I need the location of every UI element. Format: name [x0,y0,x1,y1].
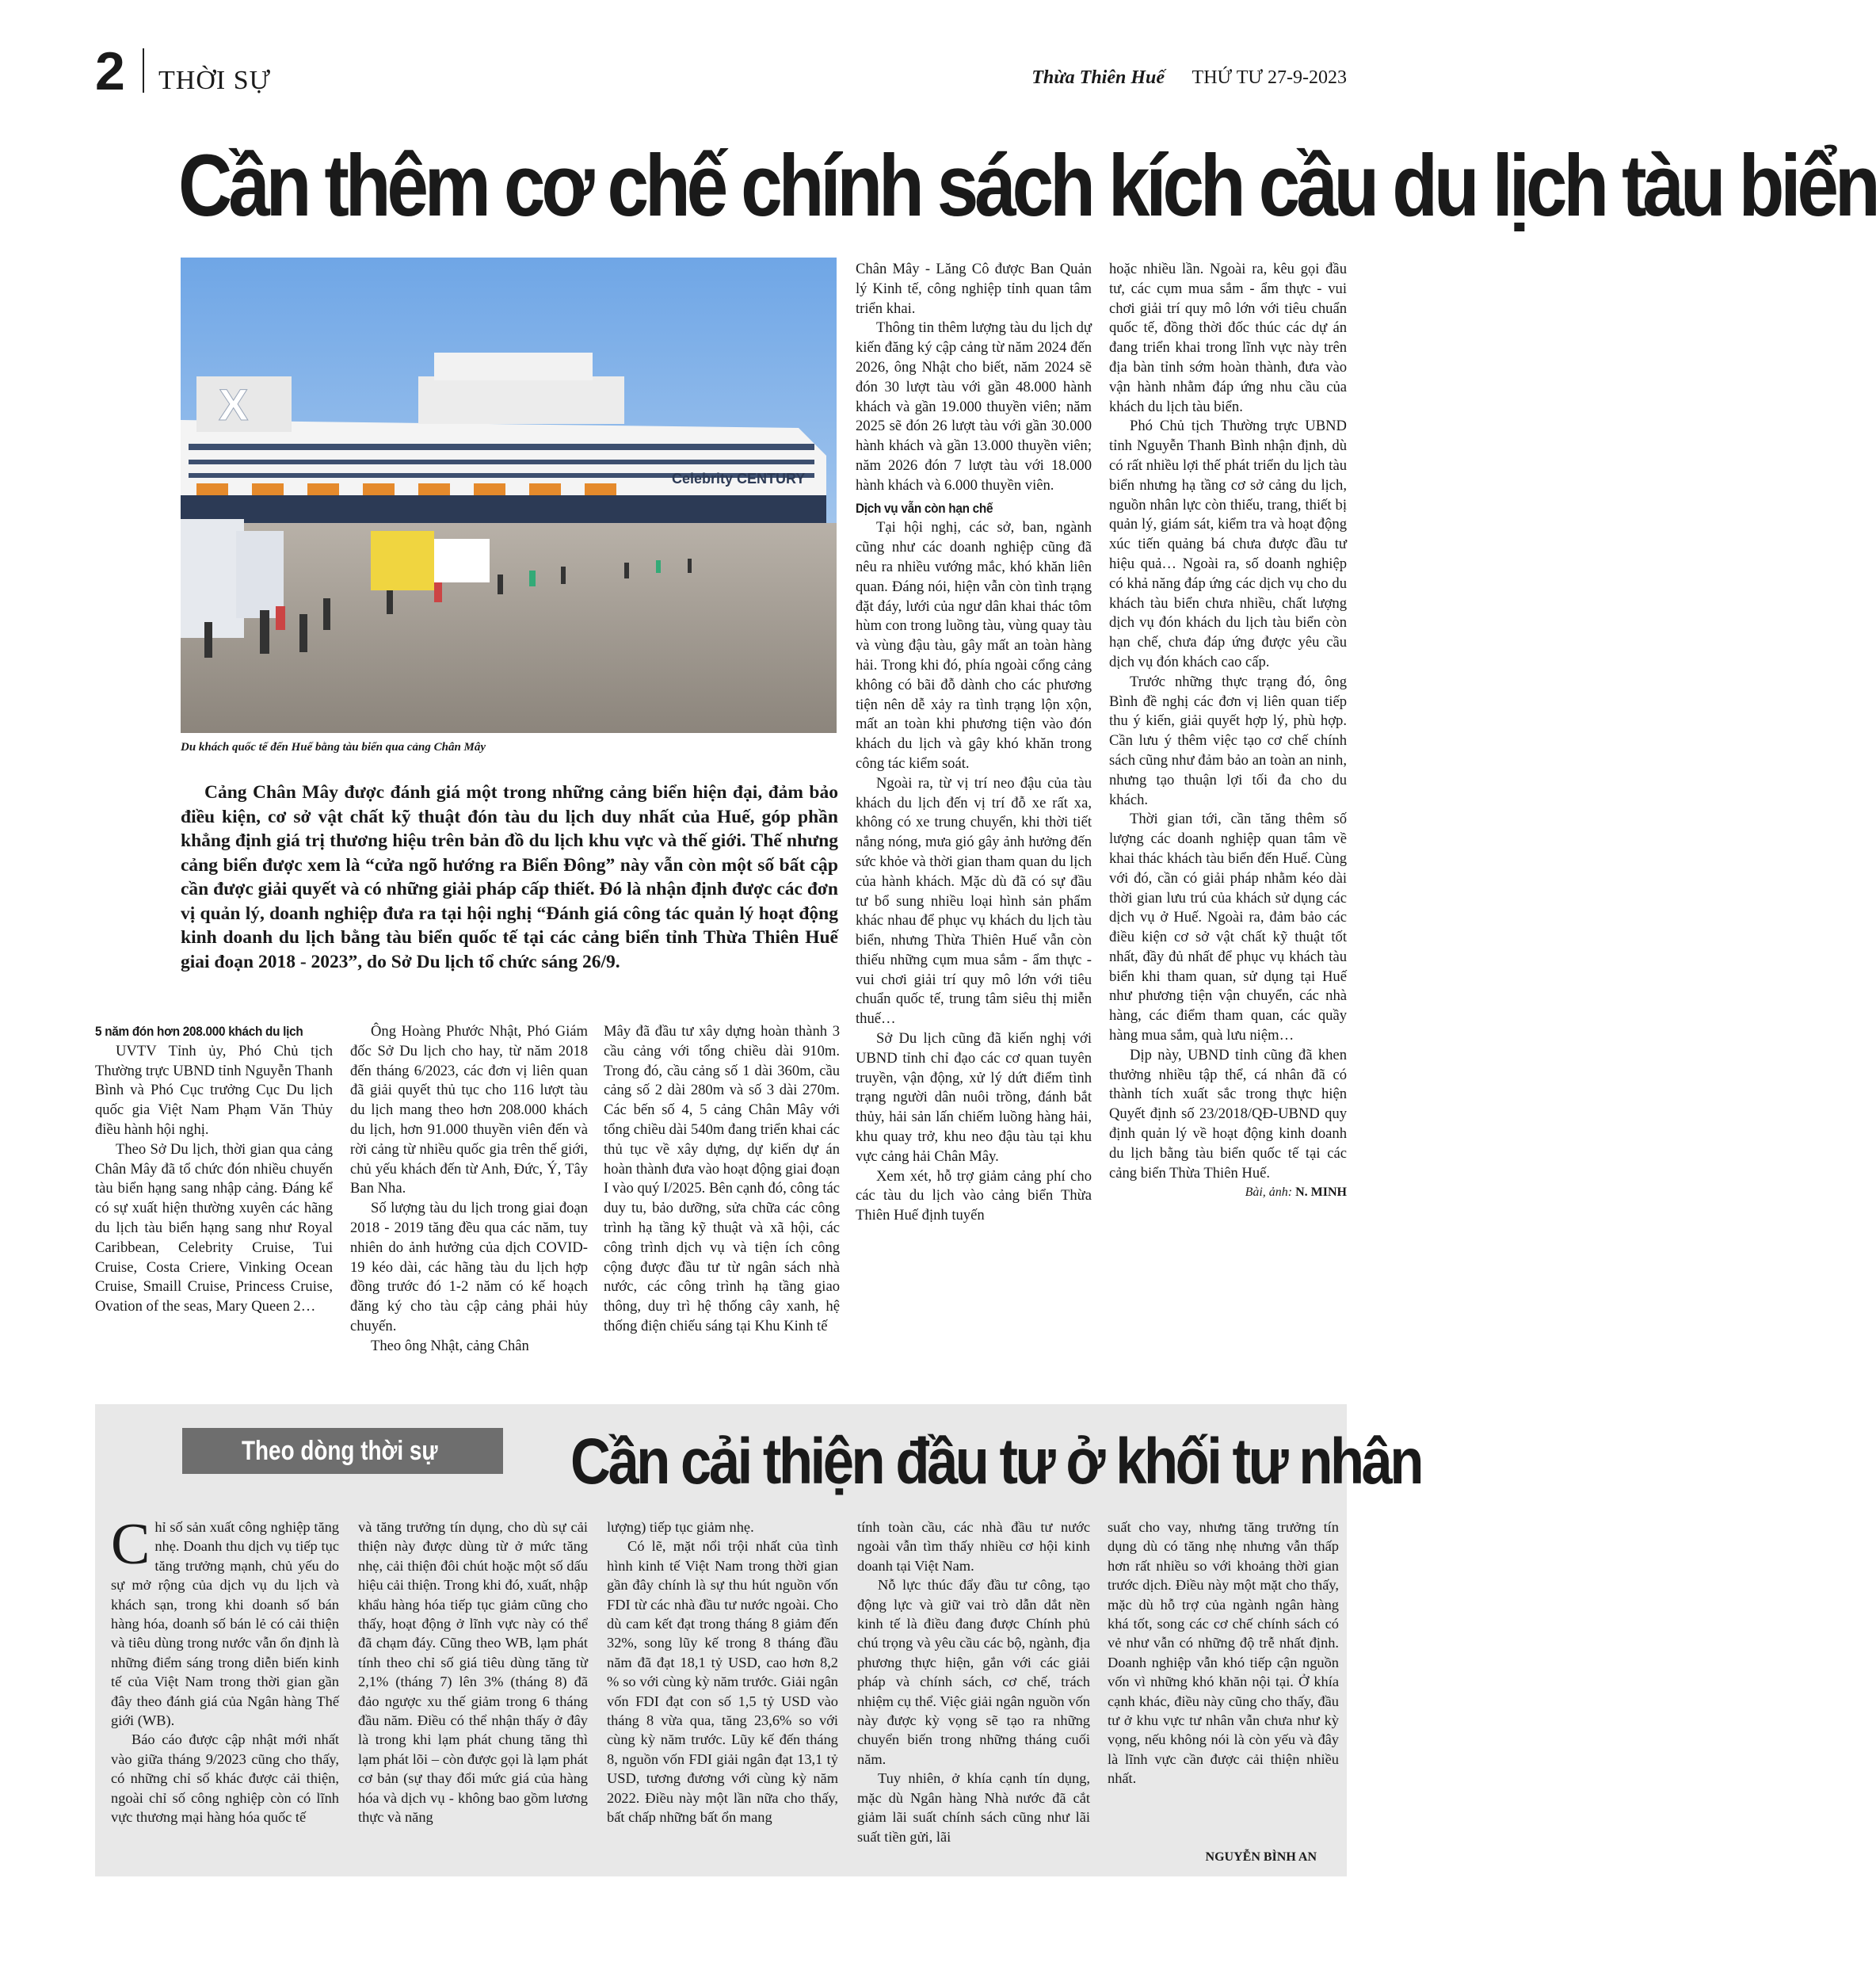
article-byline [1109,1183,1347,1203]
paragraph: và tăng trưởng tín dụng, cho dù sự cải thiện này được dùng từ ở mức tăng nhẹ, cải thiện đôi chút hoặc một số dấu hiệu cải thiện. Trong khi đó, xuất, nhập khẩu hàng hóa tiếp tục giảm cũng cho thấy, hoạt động ở lĩnh vực này có thể đã chạm đáy. Cũng theo WB, lạm phát tính theo chỉ số giá tiêu dùng tăng từ 2,1% (tháng 7) lên 3% (tháng 8) đã đảo ngược xu thế giảm trong 6 tháng đầu năm. Điều có thể nhận thấy ở đây là trong khi lạm phát chung tăng thì lạm phát lõi – còn được gọi là lạm phát cơ bản (sự thay đổi mức giá của hàng hóa và dịch vụ - không bao gồm lương thực và năng [358,1519,588,1826]
cruise-ship-illustration [181,258,837,733]
subheading: 5 năm đón hơn 208.000 khách du lịch [95,1024,303,1039]
paragraph: Trước những thực trạng đó, ông Bình đề nghị các đơn vị liên quan tiếp thu ý kiến, giải quyết hợp lý, phù hợp. Cần lưu ý thêm việc tạo cơ chế chính sách cũng như đảm bảo an toàn an ninh, nhưng tạo thuận lợi tối đa cho du khách. [1109,673,1347,808]
paragraph: Có lẽ, mặt nổi trội nhất của tình hình kinh tế Việt Nam trong thời gian gần đây chính là sự thu hút nguồn vốn FDI từ các nhà đầu tư nước ngoài. Cho dù cam kết đạt trong tháng 8 giảm đến 32%, song lũy kế trong 8 tháng đầu năm đã đạt 18,1 tỷ USD, cao hơn 8,2 % so với cùng kỳ năm trước. Giải ngân vốn FDI đạt con số 1,5 tỷ USD vào tháng 8 vừa qua, tăng 23,6% so với cùng kỳ năm trước. Lũy kế đến tháng 8, nguồn vốn FDI giải ngân đạt 13,1 tỷ USD, tương đương với cùng kỳ năm 2022. Điều này một lần nữa cho thấy, bất chấp những bất ổn mang [607,1538,838,1826]
ship-logo: X [219,380,249,429]
paragraph: Thông tin thêm lượng tàu du lịch dự kiến đăng ký cập cảng từ năm 2024 đến 2026, ông Nhật cho biết, năm 2024 sẽ đón 30 lượt tàu với gần 48.000 hành khách và gần 19.000 thuyền viên; năm 2025 sẽ đón 26 lượt tàu với gần 30.000 hành khách và gần 13.000 thuyền viên; năm 2026 đón 7 lượt tàu với 18.000 hành khách và 6.000 thuyền viên. [856,319,1092,494]
paragraph: Tại hội nghị, các sở, ban, ngành cũng như các doanh nghiệp cũng đã nêu ra nhiều vướng mắc, khó khăn liên quan. Đáng nói, hiện vẫn còn tình trạng đặt đáy, lưới của ngư dân khai thác tôm hùm con trong luồng tàu, vùng quay tàu và vùng đậu tàu, gây mất an toàn hàng hải. Trong khi đó, phía ngoài cổng cảng không có bãi đỗ dành cho các phương tiện nên dễ xảy ra tình trạng lộn xộn, mất an toàn khi phương tiện vào đón khách du lịch và gây khó khăn trong công tác kiểm soát. [856,519,1092,772]
commentary-column-4 [857,1517,1090,1846]
paragraph: Theo Sở Du lịch, thời gian qua cảng Chân Mây đã tổ chức đón nhiều chuyến tàu biển hạng sang nhập cảng. Đáng kể có sự xuất hiện thường xuyên các hãng du lịch tàu biển hạng sang như Royal Caribbean, Celebrity Cruise, Tui Cruise, Costa Criere, Vinking Ocean Cruise, Smaill Cruise, Princess Cruise, Ovation of the seas, Mary Queen 2… [95,1140,333,1315]
commentary-tag-label: Theo dòng thời sự [242,1436,438,1466]
article-headline: Cần thêm cơ chế chính sách kích cầu du lịch tàu biển [178,137,1876,235]
paragraph: Xem xét, hỗ trợ giảm cảng phí cho các tàu du lịch vào cảng biển Thừa Thiên Huế định tuyến [856,1167,1092,1224]
subheading: Dịch vụ vẫn còn hạn chế [856,500,993,516]
paragraph: Thời gian tới, cần tăng thêm số lượng các doanh nghiệp quan tâm về khai thác khách tàu biển đến Huế. Cùng với đó, cần có giải pháp nhằm kéo dài thời gian lưu trú của khách sử dụng các dịch vụ ở Huế. Ngoài ra, đảm bảo các điều kiện cơ sở vật chất kỹ thuật tốt nhất, đầy đủ nhất để phục vụ khách tàu biển khi tham quan, sử dụng tại Huế như phương tiện vận chuyển, các nhà hàng, các điểm tham quan, các quầy hàng mua sắm, quà lưu niệm… [1109,811,1347,1044]
commentary-column-3 [607,1517,838,1827]
byline-name: N. MINH [1295,1185,1347,1200]
paragraph: Báo cáo được cập nhật mới nhất vào giữa tháng 9/2023 cũng cho thấy, có những chỉ số khác được cải thiện, ngoài chỉ số công nghiệp còn có lĩnh vực thương mại hàng hóa quốc tế [111,1731,339,1826]
paragraph: Ông Hoàng Phước Nhật, Phó Giám đốc Sở Du lịch cho hay, từ năm 2018 đến tháng 6/2023, các đơn vị liên quan đã giải quyết thủ tục cho 116 lượt tàu du lịch mang theo hơn 208.000 khách du lịch, hơn 91.000 thuyền viên đến và rời cảng từ nhiều quốc gia trên thế giới, chủ yếu khách đến từ Anh, Đức, Ý, Tây Ban Nha. [350,1023,588,1197]
commentary-headline: Cần cải thiện đầu tư ở khối tư nhân [570,1426,1422,1498]
article-column-4 [856,260,1092,1226]
paragraph: Chân Mây - Lăng Cô được Ban Quản lý Kinh tế, công nghiệp tỉnh quan tâm triển khai. [856,261,1092,317]
header-divider [143,48,144,93]
commentary-column-2 [358,1517,588,1827]
page-number: 2 [95,41,125,101]
commentary-column-1 [111,1512,339,1827]
paragraph: hoặc nhiều lần. Ngoài ra, kêu gọi đầu tư, các cụm mua sắm - ẩm thực - vui chơi giải trí quy mô lớn với tiêu chuẩn quốc tế, đồng thời đốc thúc các dự án đang triển khai trong lĩnh vực này trên địa bàn tỉnh sớm hoàn thành, đưa vào vận hành nhằm đáp ứng nhu cầu của khách du lịch tàu biển. [1109,261,1347,415]
paragraph-text: hỉ số sản xuất công nghiệp tăng nhẹ. Doanh thu dịch vụ tiếp tục tăng trưởng mạnh, chủ yếu do sự mở rộng của dịch vụ du lịch và khách sạn, trong khi doanh số bán hàng hóa, doanh số bán lẻ có cải thiện và tiêu dùng trong nước vẫn ổn định là những điểm sáng trong diễn biến kinh tế của Việt Nam trong thời gian gần đây theo đánh giá của Ngân hàng Thế giới (WB). [111,1519,339,1729]
commentary-author: NGUYỄN BÌNH AN [1205,1850,1317,1864]
drop-cap: C [111,1512,151,1577]
paragraph [111,1512,339,1730]
paragraph: lượng) tiếp tục giảm nhẹ. [607,1519,754,1535]
paragraph: Tuy nhiên, ở khía cạnh tín dụng, mặc dù Ngân hàng Nhà nước đã cắt giảm lãi suất chính sách cũng như lãi suất tiền gửi, lãi [857,1770,1090,1845]
paragraph: suất cho vay, nhưng tăng trưởng tín dụng dù có tăng nhẹ nhưng vẫn thấp hơn rất nhiều so với khoảng thời gian trước dịch. Điều này một mặt cho thấy, mặc dù hỗ trợ của ngành ngân hàng khá tốt, song các cơ chế chính sách có vẻ như vẫn có những độ trễ nhất định. Doanh nghiệp vẫn khó tiếp cận nguồn vốn vì những khó khăn nội tại. Ở khía cạnh khác, điều này cũng cho thấy, đầu tư ở khu vực tư nhân vẫn chưa như kỳ vọng, nếu không nói là còn yếu và đây là lĩnh vực cần được cải thiện nhiều nhất. [1108,1519,1339,1787]
article-column-3 [604,1022,840,1337]
article-column-1 [95,1022,333,1317]
byline-label: Bài, ảnh: [1245,1185,1293,1200]
article-lead: Cảng Chân Mây được đánh giá một trong những cảng biển hiện đại, đảm bảo điều kiện, cơ sở vật chất kỹ thuật đón tàu du lịch duy nhất của Huế, góp phần khẳng định giá trị thương hiệu trên bản đồ du lịch khu vực và thế giới. Thế nhưng cảng biển được xem là “cửa ngõ hướng ra Biển Đông” này vẫn còn một số bất cập cần được giải quyết và có những giải pháp cấp thiết. Đó là nhận định được các đơn vị quản lý, doanh nghiệp đưa ra tại hội nghị “Đánh giá công tác quản lý hoạt động kinh doanh du lịch bằng tàu biển quốc tế tại các cảng biển tỉnh Thừa Thiên Huế giai đoạn 2018 - 2023”, do Sở Du lịch tổ chức sáng 26/9. [181,782,838,972]
section-name: THỜI SỰ [158,66,271,95]
commentary-column-5 [1108,1517,1339,1788]
publication-date: THỨ TƯ 27-9-2023 [1192,67,1347,88]
paragraph: Theo ông Nhật, cảng Chân [371,1337,529,1354]
paragraph: Dịp này, UBND tỉnh cũng đã khen thưởng nhiều tập thể, cá nhân đã có thành tích xuất sắc trong thực hiện Quyết định số 23/2018/QĐ-UBND quy định quản lý về hoạt động kinh doanh du lịch bằng tàu biển quốc tế tại các cảng biển Thừa Thiên Huế. [1109,1046,1347,1182]
photo-caption: Du khách quốc tế đến Huế bằng tàu biển qua cảng Chân Mây [181,741,486,754]
commentary-tag [182,1428,503,1474]
newspaper-name: Thừa Thiên Huế [1031,67,1165,88]
paragraph: Ngoài ra, từ vị trí neo đậu của tàu khách du lịch đến vị trí đỗ xe rất xa, không có xe trung chuyển, khi thời tiết nắng nóng, mưa gió gây ảnh hưởng đến sức khỏe và thời gian tham quan du lịch của hành khách. Mặc dù đã có sự đầu tư bổ sung nhiều loại hình sản phẩm khác nhau để phục vụ khách du lịch tàu biển, nhưng Thừa Thiên Huế vẫn còn thiếu những cụm mua sắm - ẩm thực - vui chơi giải trí quy mô lớn với tiêu chuẩn quốc tế, trung tâm siêu thị miễn thuế… [856,774,1092,1028]
paragraph: Nỗ lực thúc đẩy đầu tư công, tạo động lực và giữ vai trò dẫn dắt nền kinh tế là điều đang được Chính phủ chú trọng và yêu cầu các bộ, ngành, địa phương thực hiện, gắn với các giải pháp và chính sách, cơ chế, trách nhiệm cụ thể. Việc giải ngân nguồn vốn này được kỳ vọng sẽ tạo ra những chuyển biến trong những tháng cuối năm. [857,1577,1090,1767]
ship-name: Celebrity CENTURY [672,471,806,487]
paragraph: Sở Du lịch cũng đã kiến nghị với UBND tỉnh chỉ đạo các cơ quan tuyên truyền, vận động, xử lý dứt điểm tình trạng người dân nuôi trồng, đánh bắt thủy, hải sản lấn chiếm luồng hàng hải, khu quay trở, khu neo đậu tàu tại khu vực cảng hải Chân Mây. [856,1030,1092,1165]
paragraph: Số lượng tàu du lịch trong giai đoạn 2018 - 2019 tăng đều qua các năm, tuy nhiên do ảnh hưởng của dịch COVID-19 kéo dài, các hãng tàu du lịch hợp đồng trước đó 1-2 năm có kế hoạch đăng ký cho tàu cập cảng phải hủy chuyến. [350,1200,588,1334]
article-column-2 [350,1022,588,1357]
paragraph: Phó Chủ tịch Thường trực UBND tỉnh Nguyễn Thanh Bình nhận định, dù có rất nhiều lợi thế phát triển du lịch tàu biển nhưng hạ tầng cơ sở cảng du lịch, nguồn nhân lực còn thiếu, trang, thiết bị quản lý, giám sát, kiểm tra và hoạt động xúc tiến quảng bá chưa được đầu tư hiệu quả… Ngoài ra, số doanh nghiệp có khả năng đáp ứng các dịch vụ cho du khách tàu biển chưa nhiều, chất lượng dịch vụ đón khách du lịch tàu biển còn hạn chế, chưa đáp ứng được yêu cầu dịch vụ đón khách cao cấp. [1109,418,1347,670]
paragraph: Mây đã đầu tư xây dựng hoàn thành 3 cầu cảng với tổng chiều dài 910m. Trong đó, cầu cảng số 1 dài 360m, cầu cảng số 2 dài 280m và số 3 dài 270m. Các bến số 4, 5 cảng Chân Mây với tổng chiều dài 540m đang triển khai các thủ tục về xây dựng, dự kiến dự án hoàn thành đưa vào hoạt động giai đoạn I vào quý I/2025. Bên cạnh đó, công tác duy tu, bảo dưỡng, sửa chữa các công trình hạ tầng kỹ thuật và xã hội, các công trình dịch vụ và tiện ích công cộng được đầu tư từ ngân sách nhà nước, các công trình hạ tầng giao thông, duy trì hệ thống cây xanh, hệ thống điện chiếu sáng tại Khu Kinh tế [604,1023,840,1334]
article-column-5 [1109,260,1347,1203]
page-header [95,41,1347,101]
paragraph: UVTV Tỉnh ủy, Phó Chủ tịch Thường trực UBND tỉnh Nguyễn Thanh Bình và Phó Cục trưởng Cục Du lịch quốc gia Việt Nam Phạm Văn Thủy điều hành hội nghị. [95,1042,333,1138]
paragraph: tính toàn cầu, các nhà đầu tư nước ngoài vẫn tìm thấy nhiều cơ hội kinh doanh tại Việt Nam. [857,1519,1090,1574]
cruise-ship-photo [181,258,837,733]
